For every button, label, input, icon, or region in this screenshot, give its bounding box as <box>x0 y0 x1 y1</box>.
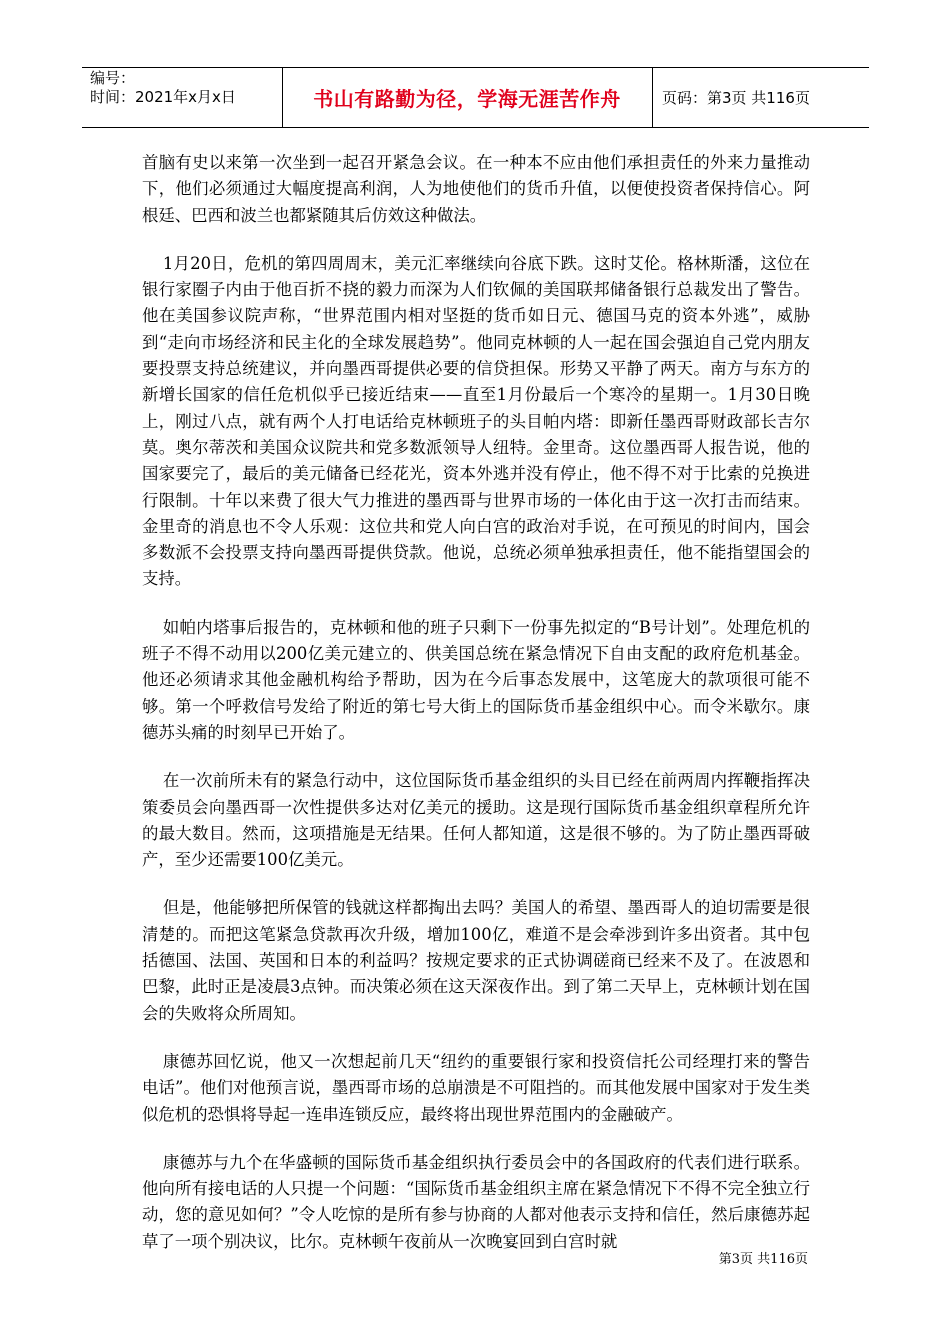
paragraph-5: 但是，他能够把所保管的钱就这样都掏出去吗？美国人的希望、墨西哥人的迫切需要是很清楚的。而把这笔紧急贷款再次升级，增加100亿，难道不是会牵涉到许多出资者。其中包括德国、法国、英国和日本的利益吗？按规定要求的正式协调磋商已经来不及了。在波恩和巴黎，此时正是凌晨3点钟。而决策必须在这天深夜作出。到了第二天早上，克林顿计划在国会的失败将众所周知。 <box>142 898 810 1023</box>
paragraph-6: 康德苏回忆说，他又一次想起前几天“纽约的重要银行家和投资信托公司经理打来的警告电话”。他们对他预言说，墨西哥市场的总崩溃是不可阻挡的。而其他发展中国家对于发生类似危机的恐惧将导起一连串连锁反应，最终将出现世界范围内的金融破产。 <box>142 1051 810 1124</box>
page-footer: 第3页 共116页 <box>718 1252 808 1267</box>
paragraph-3: 如帕内塔事后报告的，克林顿和他的班子只剩下一份事先拟定的“B号计划”。处理危机的班子不得不动用以200亿美元建立的、供美国总统在紧急情况下自由支配的政府危机基金。他还必须请求其他金融机构给予帮助，因为在今后事态发展中，这笔庞大的款项很可能不够。第一个呼救信号发给了附近的第七号大街上的国际货币基金组织中心。而令米歇尔。康德苏头痛的时刻早已开始了。 <box>142 617 810 742</box>
header-number-label: 编号： <box>90 69 136 87</box>
header-divider-right <box>652 67 653 127</box>
header-meta <box>90 69 285 107</box>
header-motto: 书山有路勤为径，学海无涯苦作舟 <box>313 86 621 111</box>
header-bottom-rule <box>82 127 869 128</box>
header-time-label: 时间：2021年x月x日 <box>90 88 236 106</box>
header-page-info: 页码：第3页 共116页 <box>662 88 810 107</box>
page-header <box>82 67 869 127</box>
paragraph-1: 首脑有史以来第一次坐到一起召开紧急会议。在一种本不应由他们承担责任的外来力量推动下，他们必须通过大幅度提高利润，人为地使他们的货币升值，以便使投资者保持信心。阿根廷、巴西和波兰也都紧随其后仿效这种做法。 <box>142 153 810 225</box>
paragraph-7: 康德苏与九个在华盛顿的国际货币基金组织执行委员会中的各国政府的代表们进行联系。他向所有接电话的人只提一个问题：“国际货币基金组织主席在紧急情况下不得不完全独立行动，您的意见如何？”令人吃惊的是所有参与协商的人都对他表示支持和信任，然后康德苏起草了一项个别决议，比尔。克林顿午夜前从一次晚宴回到白宫时就 <box>142 1152 810 1251</box>
document-body <box>142 150 810 1277</box>
paragraph-2: 1月20日，危机的第四周周末，美元汇率继续向谷底下跌。这时艾伦。格林斯潘，这位在银行家圈子内由于他百折不挠的毅力而深为人们钦佩的美国联邦储备银行总裁发出了警告。他在美国参议院声称，“世界范围内相对坚挺的货币如日元、德国马克的资本外逃”，威胁到“走向市场经济和民主化的全球发展趋势”。他同克林顿的人一起在国会强迫自己党内朋友要投票支持总统建议，并向墨西哥提供必要的信贷担保。形势又平静了两天。南方与东方的新增长国家的信任危机似乎已接近结束——直至1月份最后一个寒冷的星期一。1月30日晚上，刚过八点，就有两个人打电话给克林顿班子的头目帕内塔：即新任墨西哥财政部长吉尔莫。奥尔蒂茨和美国众议院共和党多数派领导人纽特。金里奇。这位墨西哥人报告说，他的国家要完了，最后的美元储备已经花光，资本外逃并没有停止，他不得不对于比索的兑换进行限制。十年以来费了很大气力推进的墨西哥与世界市场的一体化由于这一次打击而结束。金里奇的消息也不令人乐观：这位共和党人向白宫的政治对手说，在可预见的时间内，国会多数派不会投票支持向墨西哥提供贷款。他说，总统必须单独承担责任，他不能指望国会的支持。 <box>142 253 810 589</box>
paragraph-4: 在一次前所未有的紧急行动中，这位国际货币基金组织的头目已经在前两周内挥鞭指挥决策委员会向墨西哥一次性提供多达对亿美元的援助。这是现行国际货币基金组织章程所允许的最大数目。然而，这项措施是无结果。任何人都知道，这是很不够的。为了防止墨西哥破产，至少还需要100亿美元。 <box>142 771 810 870</box>
